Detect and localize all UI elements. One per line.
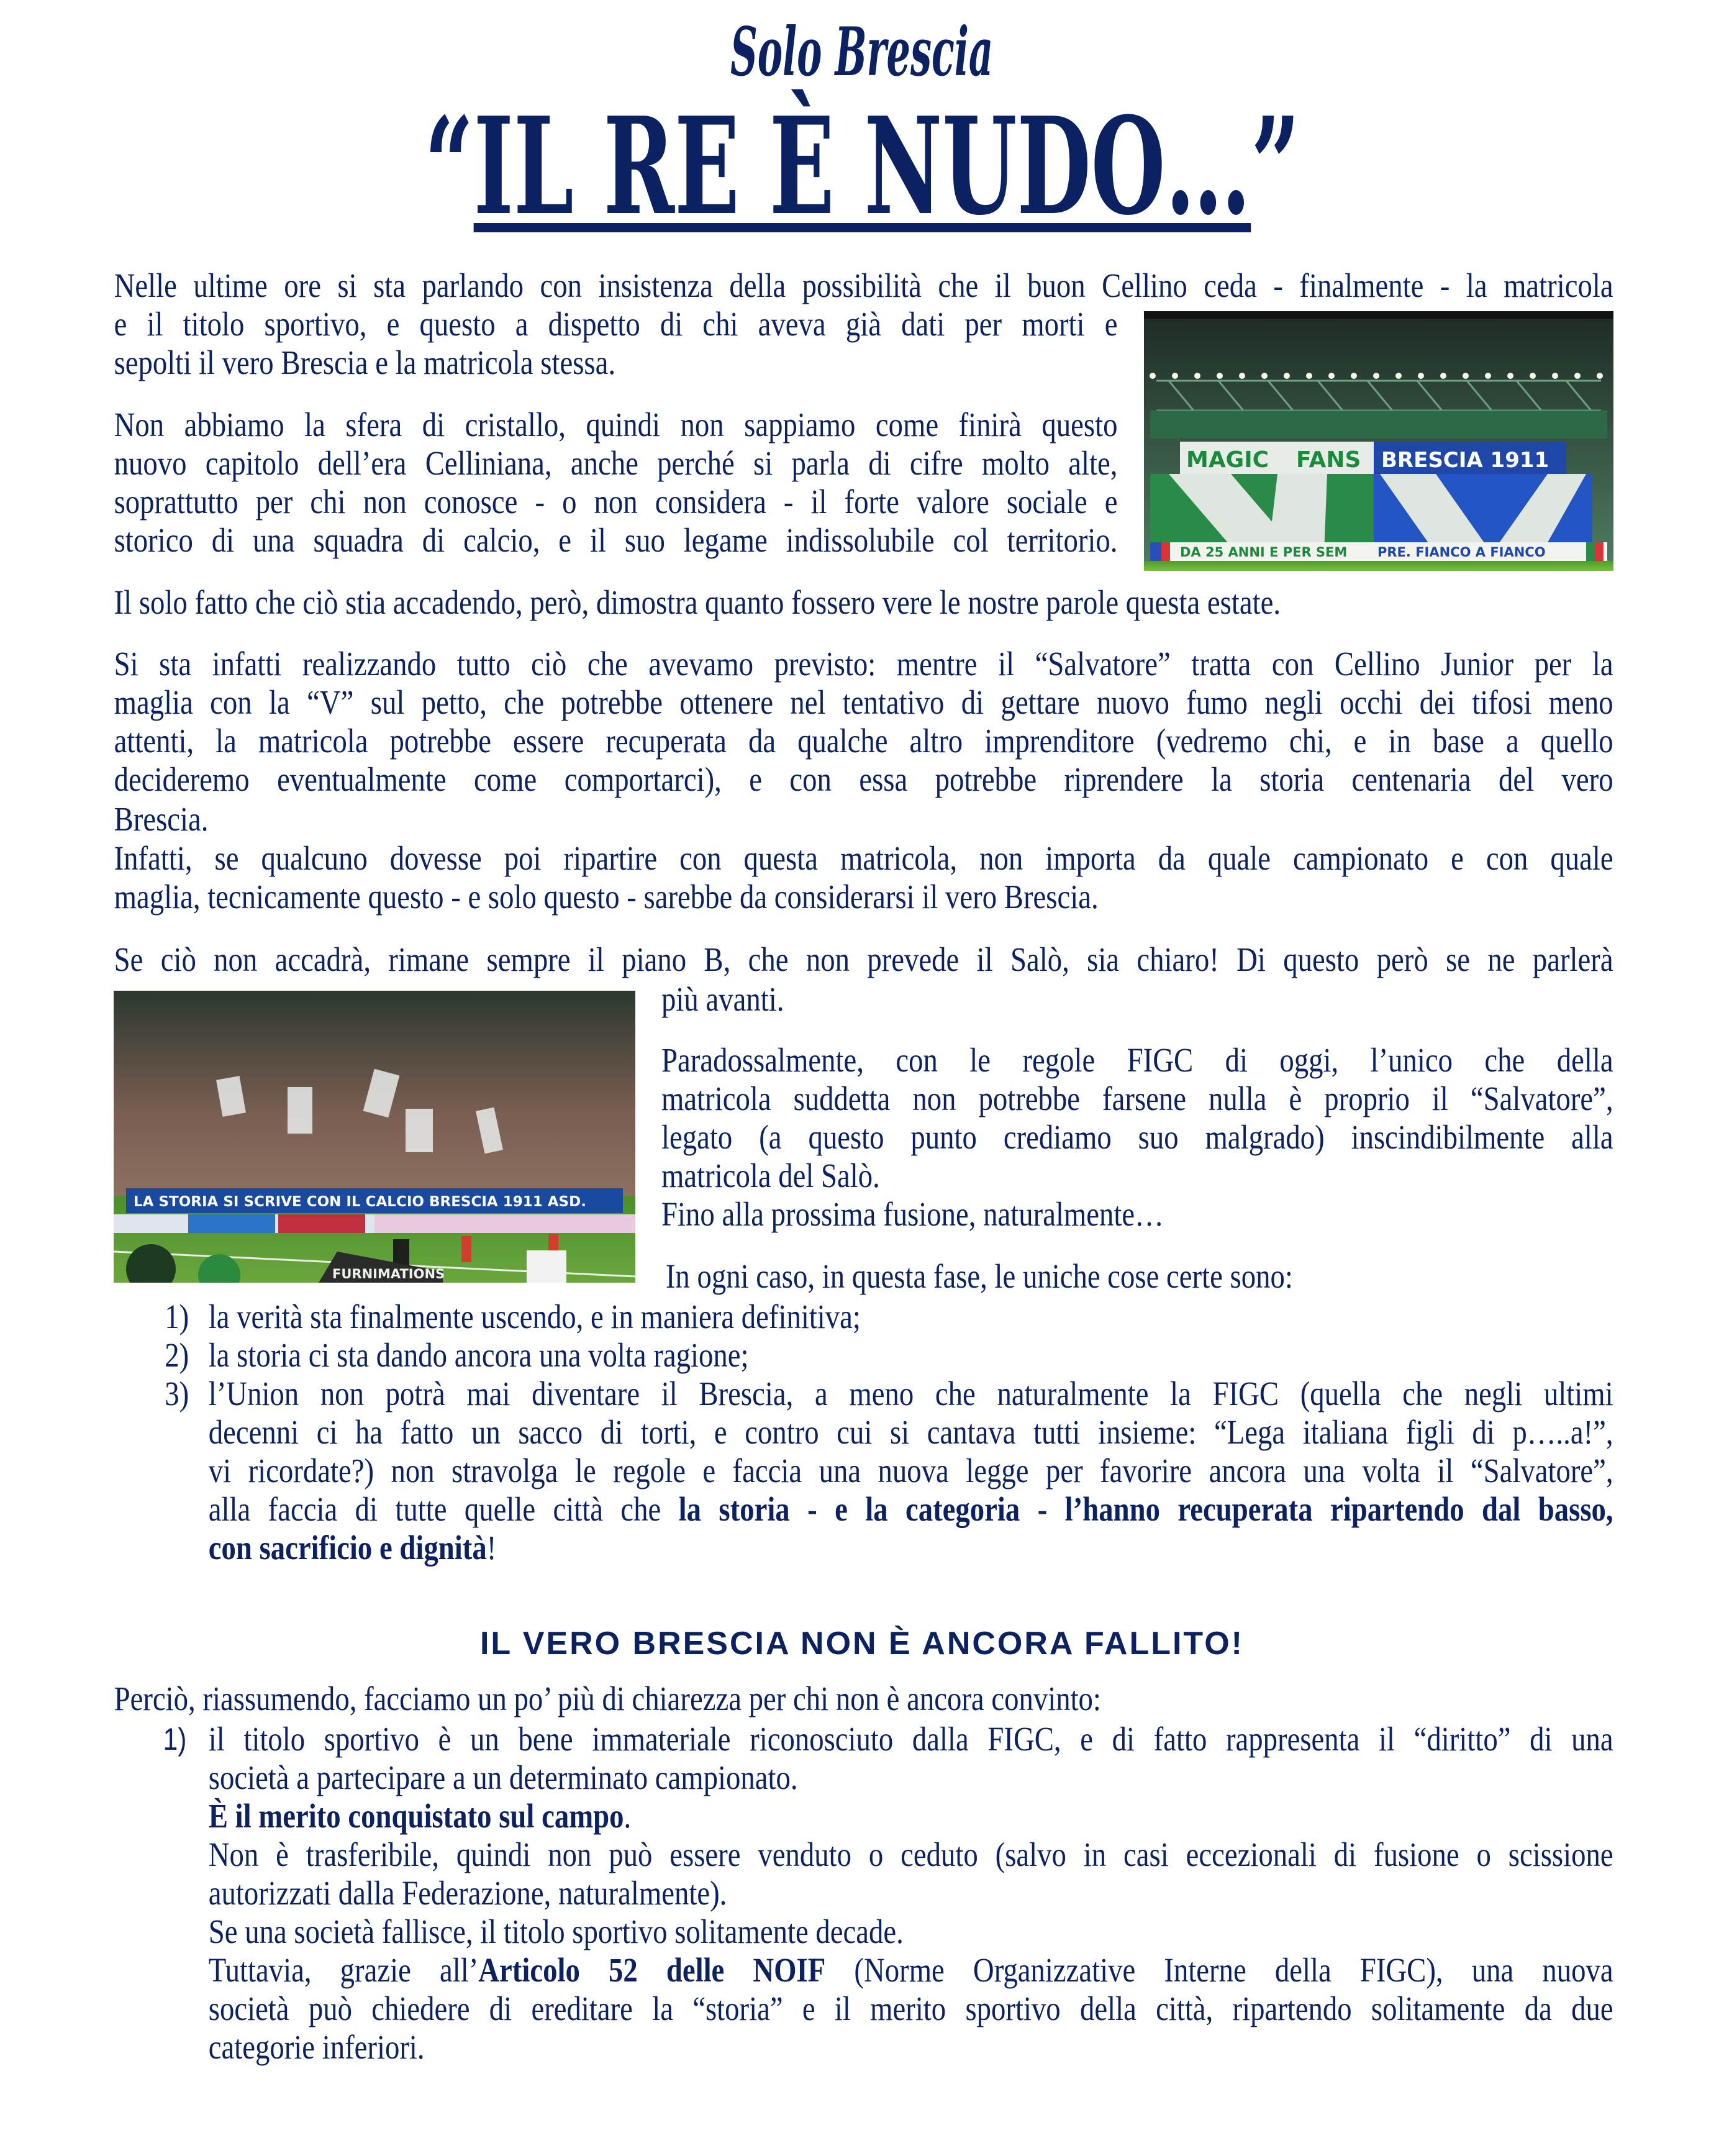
banner-magic: MAGIC (1186, 447, 1269, 473)
list1-item-3-line-2: decenni ci ha fatto un sacco di torti, e contro cui si cantava tutti insieme: “Lega italiana figli di p…..a!”, (208, 1413, 1613, 1451)
p2-line-4: storico di una squadra di calcio, e il suo legame indissolubile col territorio. (114, 521, 1118, 559)
section-heading: IL VERO BRESCIA NON È ANCORA FALLITO! (479, 1626, 1244, 1662)
banner-brescia-1911: BRESCIA 1911 (1381, 448, 1549, 473)
p6-line-3: legato (a questo punto crediamo suo malgrado) inscindibilmente alla (661, 1118, 1613, 1156)
headline-open-quote: “ (424, 88, 474, 245)
p1-line-2: e il titolo sportivo, e questo a dispetto di chi aveva già dati per morti e (114, 305, 1118, 343)
headline-text: IL RE È NUDO… (473, 88, 1251, 245)
p4-line-7: maglia, tecnicamente questo - e solo questo - sarebbe da considerarsi il vero Brescia. (114, 878, 1099, 916)
p4-line-3: attenti, la matricola potrebbe essere recuperata da qualche altro imprenditore (vedremo chi, e in base a quello (114, 722, 1613, 760)
list2-number-1: 1) (163, 1722, 187, 1757)
article-52-bold-text: Articolo 52 delle NOIF (478, 1951, 826, 1989)
list1-item-2: la storia ci sta dando ancora una volta ragione; (208, 1336, 749, 1374)
list2-line-1: il titolo sportivo è un bene immateriale riconosciuto dalla FIGC, e di fatto rappresenta il “diritto” di una (208, 1720, 1613, 1758)
intro2-line: Perciò, riassumendo, facciamo un po’ più di chiarezza per chi non è ancora convinto: (114, 1680, 1101, 1717)
merit-period: . (624, 1797, 632, 1835)
p1-line-3: sepolti il vero Brescia e la matricola stessa. (114, 343, 616, 381)
list2-line-6: Se una società fallisce, il titolo sportivo solitamente decade. (208, 1913, 904, 1950)
line-4-plain-text: alla faccia di tutte quelle città che (208, 1490, 679, 1528)
banner-la-storia: LA STORIA SI SCRIVE CON IL CALCIO BRESCIA 1911 ASD. (134, 1194, 586, 1210)
list1-item-3-line-1: l’Union non potrà mai diventare il Brescia, a meno che naturalmente la FIGC (quella che negli ultimi (208, 1375, 1613, 1412)
line-7-start: Tuttavia, grazie all’ (208, 1951, 479, 1989)
headline-close-quote: ” (1250, 88, 1300, 245)
p5-line-2: più avanti. (661, 980, 784, 1018)
ad-board-text: FURNIMATIONS (332, 1267, 445, 1281)
list1-item-1: la verità sta finalmente uscendo, e in maniera definitiva; (208, 1298, 861, 1335)
banner-fans: FANS (1296, 447, 1361, 473)
p2-line-1: Non abbiamo la sfera di cristallo, quindi non sappiamo come finirà questo (114, 406, 1118, 443)
p2-line-3: soprattutto per chi non conosce - o non considera - il forte valore sociale e (114, 483, 1118, 521)
list2-line-2: società a partecipare a un determinato campionato. (208, 1758, 798, 1796)
list1-item-3-line-5 (209, 1529, 497, 1567)
p6-line-5: Fino alla prossima fusione, naturalmente… (661, 1195, 1164, 1233)
line-5-bold-text: con sacrificio e dignità (208, 1529, 487, 1567)
p4-line-2: maglia con la “V” sul petto, che potrebbe ottenere nel tentativo di gettare nuovo fumo negli occhi dei tifosi meno (114, 683, 1613, 721)
p6-line-2: matricola suddetta non potrebbe farsene nulla è proprio il “Salvatore”, (661, 1080, 1613, 1117)
banner-da-25-anni: DA 25 ANNI E PER SEM (1180, 545, 1348, 560)
p3-line-1: Il solo fatto che ciò stia accadendo, però, dimostra quanto fossero vere le nostre parole questa estate. (114, 583, 1281, 621)
p6-line-1: Paradossalmente, con le regole FIGC di oggi, l’unico che della (661, 1041, 1613, 1079)
list1-number-1: 1) (165, 1298, 189, 1335)
p4-line-4: decideremo eventualmente come comportarci), e con essa potrebbe riprendere la storia centenaria del vero (114, 760, 1613, 798)
p6-line-4: matricola del Salò. (661, 1157, 880, 1194)
banner-fianco-a-fianco: PRE. FIANCO A FIANCO (1377, 545, 1546, 560)
line-4-bold-text: la storia - e la categoria - l’hanno recuperata ripartendo dal basso, (678, 1490, 1613, 1528)
list1-number-3: 3) (165, 1375, 189, 1412)
p7-line: In ogni caso, in questa fase, le uniche cose certe sono: (665, 1257, 1293, 1295)
p4-line-5: Brescia. (114, 800, 209, 838)
list2-line-9: categorie inferiori. (208, 2028, 425, 2066)
line-7-end: (Norme Organizzative Interne della FIGC), una nuova (825, 1951, 1613, 1989)
kicker-text: Solo Brescia (730, 13, 994, 91)
list1-item-3-line-4 (209, 1490, 1613, 1529)
p5-line-1: Se ciò non accadrà, rimane sempre il piano B, che non prevede il Salò, sia chiaro! Di questo però se ne parlerà (114, 940, 1613, 978)
list1-number-2: 2) (165, 1336, 189, 1374)
p2-line-2: nuovo capitolo dell’era Celliniana, anche perché si parla di cifre molto alte, (114, 444, 1118, 482)
list1-item-3-line-3: vi ricordate?) non stravolga le regole e faccia una nuova legge per favorire ancora una volta il “Salvatore”, (208, 1452, 1613, 1490)
line-5-exclamation: ! (486, 1529, 497, 1567)
list2-line-5: autorizzati dalla Federazione, naturalmente). (208, 1874, 727, 1912)
list2-line-7 (209, 1951, 1613, 1990)
list2-line-8: società può chiedere di ereditare la “storia” e il merito sportivo della città, ripartendo solitamente da due (208, 1990, 1613, 2027)
p1-line-1: Nelle ultime ore si sta parlando con insistenza della possibilità che il buon Cellino ceda - finalmente - la matricola (114, 266, 1613, 304)
merit-bold-text: È il merito conquistato sul campo (208, 1797, 624, 1835)
p4-line-6: Infatti, se qualcuno dovesse poi ripartire con questa matricola, non importa da quale campionato e con quale (114, 839, 1613, 877)
list2-line-4: Non è trasferibile, quindi non può essere venduto o ceduto (salvo in casi eccezionali di fusione o scissione (208, 1835, 1613, 1873)
p4-line-1: Si sta infatti realizzando tutto ciò che avevamo previsto: mentre il “Salvatore” tratta con Cellino Junior per la (114, 645, 1613, 683)
list2-line-3 (209, 1797, 631, 1835)
